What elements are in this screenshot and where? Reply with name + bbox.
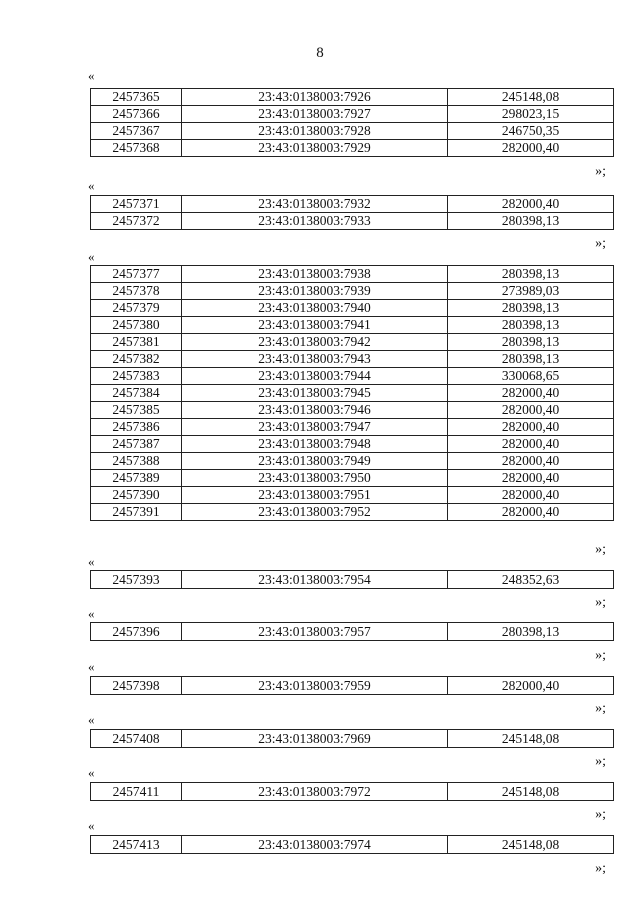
table-row	[91, 300, 614, 317]
table-row	[91, 730, 614, 748]
cadastral-number-cell: 23:43:0138003:7941	[182, 317, 448, 334]
table-row	[91, 123, 614, 140]
cadastral-number-cell: 23:43:0138003:7947	[182, 419, 448, 436]
record-number-cell: 2457391	[91, 504, 182, 521]
amount-cell: 280398,13	[448, 300, 614, 317]
cadastral-number-cell: 23:43:0138003:7944	[182, 368, 448, 385]
record-number-cell: 2457386	[91, 419, 182, 436]
amount-cell: 282000,40	[448, 385, 614, 402]
cadastral-number-cell: 23:43:0138003:7974	[182, 836, 448, 854]
open-quote: «	[88, 659, 95, 674]
amount-cell: 282000,40	[448, 677, 614, 695]
record-number-cell: 2457377	[91, 266, 182, 283]
record-number-cell: 2457380	[91, 317, 182, 334]
amount-cell: 282000,40	[448, 487, 614, 504]
record-number-cell: 2457366	[91, 106, 182, 123]
record-number-cell: 2457368	[91, 140, 182, 157]
close-quote: »;	[595, 595, 606, 610]
amount-cell: 282000,40	[448, 196, 614, 213]
page-number: 8	[316, 45, 324, 61]
table-row	[91, 140, 614, 157]
amount-cell: 282000,40	[448, 402, 614, 419]
cadastral-number-cell: 23:43:0138003:7943	[182, 351, 448, 368]
record-number-cell: 2457388	[91, 453, 182, 470]
amount-cell: 280398,13	[448, 317, 614, 334]
open-quote: «	[88, 554, 95, 569]
record-table	[90, 676, 614, 695]
table-row	[91, 334, 614, 351]
amount-cell: 245148,08	[448, 730, 614, 748]
cadastral-number-cell: 23:43:0138003:7932	[182, 196, 448, 213]
cadastral-number-cell: 23:43:0138003:7933	[182, 213, 448, 230]
open-quote: «	[88, 68, 95, 83]
amount-cell: 280398,13	[448, 623, 614, 641]
table-row	[91, 783, 614, 801]
close-quote: »;	[595, 861, 606, 876]
table-row	[91, 385, 614, 402]
amount-cell: 280398,13	[448, 213, 614, 230]
record-number-cell: 2457371	[91, 196, 182, 213]
cadastral-number-cell: 23:43:0138003:7940	[182, 300, 448, 317]
table-row	[91, 283, 614, 300]
table-row	[91, 571, 614, 589]
cadastral-number-cell: 23:43:0138003:7959	[182, 677, 448, 695]
amount-cell: 245148,08	[448, 89, 614, 106]
record-number-cell: 2457390	[91, 487, 182, 504]
open-quote: «	[88, 712, 95, 727]
table-row	[91, 213, 614, 230]
record-number-cell: 2457383	[91, 368, 182, 385]
table-row	[91, 836, 614, 854]
cadastral-number-cell: 23:43:0138003:7942	[182, 334, 448, 351]
record-table	[90, 195, 614, 230]
amount-cell: 280398,13	[448, 334, 614, 351]
record-number-cell: 2457411	[91, 783, 182, 801]
amount-cell: 330068,65	[448, 368, 614, 385]
table-row	[91, 419, 614, 436]
open-quote: «	[88, 765, 95, 780]
record-table	[90, 782, 614, 801]
table-row	[91, 504, 614, 521]
record-number-cell: 2457367	[91, 123, 182, 140]
amount-cell: 282000,40	[448, 140, 614, 157]
amount-cell: 245148,08	[448, 783, 614, 801]
record-number-cell: 2457365	[91, 89, 182, 106]
cadastral-number-cell: 23:43:0138003:7969	[182, 730, 448, 748]
amount-cell: 282000,40	[448, 470, 614, 487]
cadastral-number-cell: 23:43:0138003:7949	[182, 453, 448, 470]
cadastral-number-cell: 23:43:0138003:7928	[182, 123, 448, 140]
close-quote: »;	[595, 236, 606, 251]
amount-cell: 245148,08	[448, 836, 614, 854]
amount-cell: 280398,13	[448, 266, 614, 283]
close-quote: »;	[595, 542, 606, 557]
record-table	[90, 88, 614, 157]
open-quote: «	[88, 249, 95, 264]
open-quote: «	[88, 818, 95, 833]
table-row	[91, 106, 614, 123]
amount-cell: 282000,40	[448, 436, 614, 453]
record-number-cell: 2457385	[91, 402, 182, 419]
cadastral-number-cell: 23:43:0138003:7957	[182, 623, 448, 641]
cadastral-number-cell: 23:43:0138003:7952	[182, 504, 448, 521]
cadastral-number-cell: 23:43:0138003:7950	[182, 470, 448, 487]
cadastral-number-cell: 23:43:0138003:7945	[182, 385, 448, 402]
close-quote: »;	[595, 164, 606, 179]
record-number-cell: 2457381	[91, 334, 182, 351]
table-row	[91, 196, 614, 213]
amount-cell: 282000,40	[448, 504, 614, 521]
cadastral-number-cell: 23:43:0138003:7939	[182, 283, 448, 300]
record-table	[90, 570, 614, 589]
table-row	[91, 470, 614, 487]
record-number-cell: 2457379	[91, 300, 182, 317]
table-row	[91, 351, 614, 368]
cadastral-number-cell: 23:43:0138003:7927	[182, 106, 448, 123]
table-row	[91, 436, 614, 453]
table-row	[91, 317, 614, 334]
record-number-cell: 2457389	[91, 470, 182, 487]
cadastral-number-cell: 23:43:0138003:7948	[182, 436, 448, 453]
record-table	[90, 729, 614, 748]
record-number-cell: 2457408	[91, 730, 182, 748]
open-quote: «	[88, 606, 95, 621]
close-quote: »;	[595, 648, 606, 663]
amount-cell: 282000,40	[448, 453, 614, 470]
amount-cell: 280398,13	[448, 351, 614, 368]
cadastral-number-cell: 23:43:0138003:7972	[182, 783, 448, 801]
amount-cell: 298023,15	[448, 106, 614, 123]
record-number-cell: 2457384	[91, 385, 182, 402]
table-row	[91, 402, 614, 419]
close-quote: »;	[595, 807, 606, 822]
table-row	[91, 368, 614, 385]
cadastral-number-cell: 23:43:0138003:7954	[182, 571, 448, 589]
record-table	[90, 835, 614, 854]
cadastral-number-cell: 23:43:0138003:7951	[182, 487, 448, 504]
amount-cell: 246750,35	[448, 123, 614, 140]
record-number-cell: 2457393	[91, 571, 182, 589]
close-quote: »;	[595, 754, 606, 769]
table-row	[91, 453, 614, 470]
record-number-cell: 2457382	[91, 351, 182, 368]
cadastral-number-cell: 23:43:0138003:7926	[182, 89, 448, 106]
table-row	[91, 677, 614, 695]
record-number-cell: 2457378	[91, 283, 182, 300]
record-table	[90, 622, 614, 641]
record-number-cell: 2457372	[91, 213, 182, 230]
table-row	[91, 266, 614, 283]
amount-cell: 248352,63	[448, 571, 614, 589]
table-row	[91, 623, 614, 641]
table-row	[91, 487, 614, 504]
amount-cell: 282000,40	[448, 419, 614, 436]
cadastral-number-cell: 23:43:0138003:7938	[182, 266, 448, 283]
table-row	[91, 89, 614, 106]
open-quote: «	[88, 178, 95, 193]
cadastral-number-cell: 23:43:0138003:7929	[182, 140, 448, 157]
record-table	[90, 265, 614, 521]
amount-cell: 273989,03	[448, 283, 614, 300]
record-number-cell: 2457413	[91, 836, 182, 854]
record-number-cell: 2457398	[91, 677, 182, 695]
record-number-cell: 2457396	[91, 623, 182, 641]
record-number-cell: 2457387	[91, 436, 182, 453]
cadastral-number-cell: 23:43:0138003:7946	[182, 402, 448, 419]
close-quote: »;	[595, 701, 606, 716]
